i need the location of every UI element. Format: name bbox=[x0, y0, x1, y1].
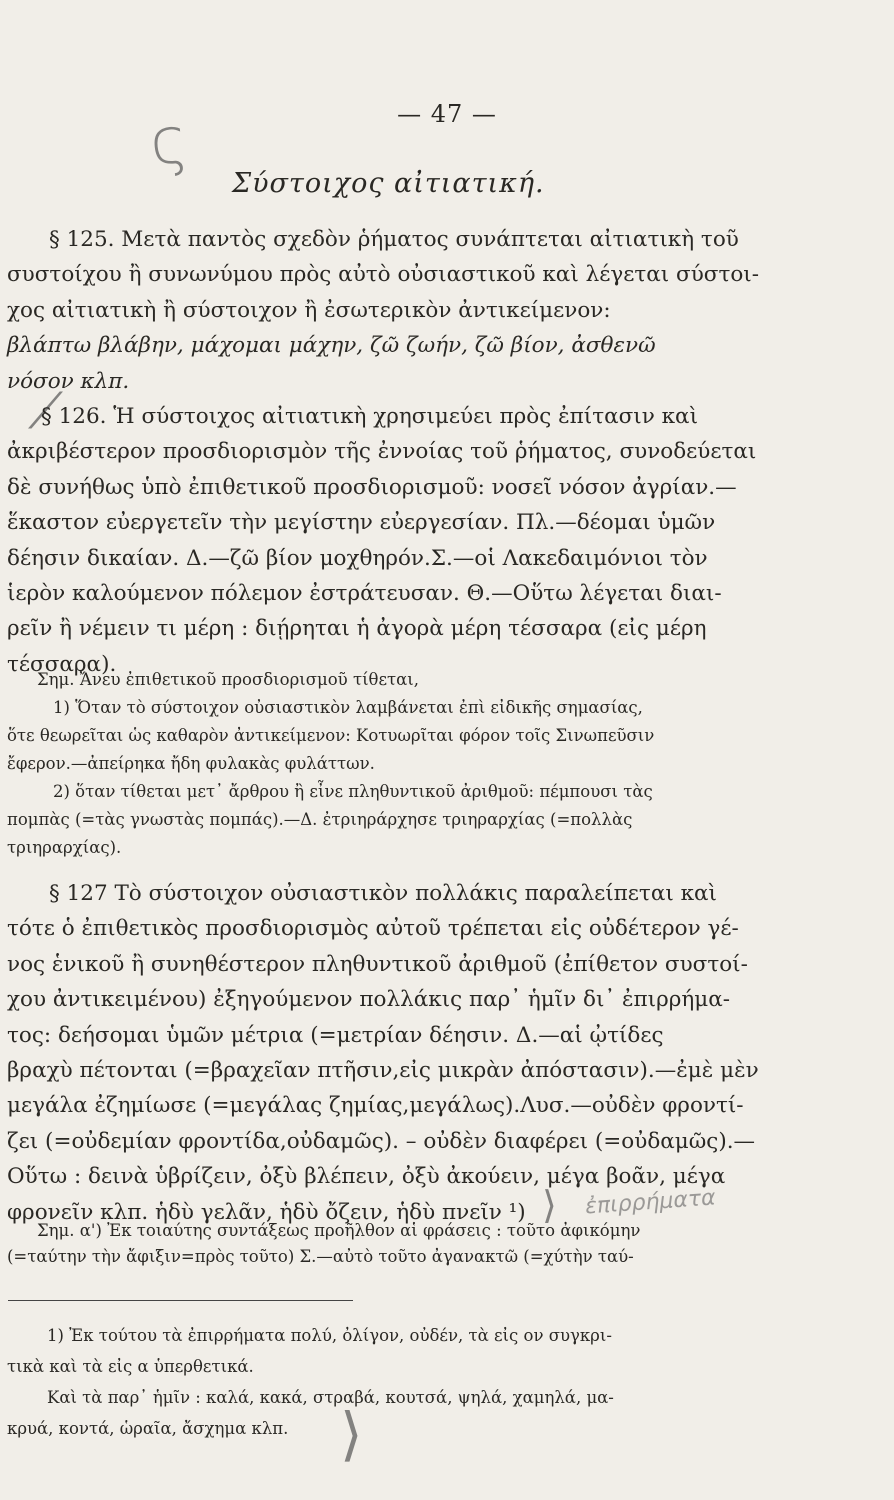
note-remark bbox=[7, 666, 769, 862]
note-remark-2 bbox=[7, 1218, 769, 1270]
handwritten-bracket-mark: ⟩ bbox=[542, 1183, 557, 1227]
text-line: χος αἰτιατικὴ ἢ σύστοιχον ἢ ἐσωτερικὸν ἀντικείμενον: bbox=[7, 297, 611, 323]
section-title: Σύστοιχος αἰτιατική. bbox=[232, 168, 545, 199]
text-line: συστοίχου ἢ συνωνύμου πρὸς αὐτὸ οὐσιαστικοῦ καὶ λέγεται σύστοι- bbox=[7, 262, 759, 288]
handwritten-margin-mark: ς bbox=[146, 103, 192, 181]
handwritten-margin-note: ἐπιρρήματα bbox=[584, 1185, 717, 1220]
text-line: ὅτε θεωρεῖται ὡς καθαρὸν ἀντικείμενον: Κοτυωρῖται φόρον τοῖς Σινωπεῦσιν bbox=[7, 726, 655, 745]
text-line: (=ταύτην τὴν ἄφιξιν=πρὸς τοῦτο) Σ.—αὐτὸ τοῦτο ἀγανακτῶ (=χύτὴν ταύ- bbox=[7, 1247, 634, 1266]
footnote-divider bbox=[8, 1300, 353, 1301]
text-line: τριηραρχίας). bbox=[7, 838, 122, 857]
handwritten-bracket-mark: ⟋ bbox=[28, 382, 63, 440]
text-line: 1) Ὅταν τὸ σύστοιχον οὐσιαστικὸν λαμβάνεται ἐπὶ εἰδικῆς σημασίας, bbox=[53, 698, 643, 717]
text-line: μεγάλα ἐζημίωσε (=μεγάλας ζημίας,μεγάλως).Λυσ.—οὐδὲν φροντί- bbox=[7, 1093, 744, 1119]
text-line: ρεῖν ἢ νέμειν τι μέρη : διῄρηται ἡ ἀγορὰ μέρη τέσσαρα (εἰς μέρη bbox=[7, 616, 707, 642]
text-line: τος: δεήσομαι ὑμῶν μέτρια (=μετρίαν δέησιν. Δ.—αἱ ᾠτίδες bbox=[7, 1022, 664, 1048]
text-line: ἕκαστον εὐεργετεῖν τὴν μεγίστην εὐεργεσίαν. Πλ.—δέομαι ὑμῶν bbox=[7, 510, 716, 536]
paragraph-127 bbox=[7, 876, 769, 1230]
handwritten-bracket-mark: ⟩ bbox=[340, 1400, 363, 1468]
text-line: Καὶ τὰ παρ᾽ ἡμῖν : καλά, κακά, στραβά, κουτσά, ψηλά, χαμηλά, μα- bbox=[47, 1388, 614, 1407]
text-line: νος ἑνικοῦ ἢ συνηθέστερον πληθυντικοῦ ἀριθμοῦ (ἐπίθετον συστοί- bbox=[7, 951, 748, 977]
text-line: ἔφερον.—ἀπείρηκα ἤδη φυλακὰς φυλάττων. bbox=[7, 754, 375, 773]
text-line: κρυά, κοντά, ὡραῖα, ἄσχημα κλπ. bbox=[7, 1419, 289, 1438]
text-line: 2) ὅταν τίθεται μετ᾽ ἄρθρου ἢ εἶνε πληθυντικοῦ ἀριθμοῦ: πέμπουσι τὰς bbox=[53, 782, 653, 801]
text-line: 1) Ἐκ τούτου τὰ ἐπιρρήματα πολύ, ὀλίγον, οὐδέν, τὰ εἰς ον συγκρι- bbox=[47, 1326, 612, 1345]
text-line: βλάπτω βλάβην, μάχομαι μάχην, ζῶ ζωήν, ζῶ βίον, ἀσθενῶ bbox=[7, 333, 656, 359]
text-line: § 125. Μετὰ παντὸς σχεδὸν ῥήματος συνάπτεται αἰτιατικὴ τοῦ bbox=[49, 227, 739, 252]
text-line: τικὰ καὶ τὰ εἰς α ὑπερθετικά. bbox=[7, 1357, 254, 1376]
text-line: Οὕτω : δεινὰ ὑβρίζειν, ὀξὺ βλέπειν, ὀξὺ ἀκούειν, μέγα βοᾶν, μέγα bbox=[7, 1164, 726, 1190]
text-line: § 126. Ἡ σύστοιχος αἰτιατικὴ χρησιμεύει πρὸς ἐπίτασιν καὶ bbox=[41, 403, 698, 429]
page-number: — 47 — bbox=[397, 100, 497, 128]
text-line: τότε ὁ ἐπιθετικὸς προσδιορισμὸς αὐτοῦ τρέπεται εἰς οὐδέτερον γέ- bbox=[7, 916, 739, 942]
text-line: χου ἀντικειμένου) ἐξηγούμενον πολλάκις παρ᾽ ἡμῖν δι᾽ ἐπιρρήμα- bbox=[7, 987, 730, 1013]
text-line: βραχὺ πέτονται (=βραχεῖαν πτῆσιν,εἰς μικρὰν ἀπόστασιν).—ἐμὲ μὲν bbox=[7, 1057, 759, 1083]
footnote bbox=[7, 1320, 769, 1444]
text-line: ζει (=οὐδεμίαν φροντίδα,οὐδαμῶς). – οὐδὲν διαφέρει (=οὐδαμῶς).— bbox=[7, 1128, 756, 1154]
text-line: τέσσαρα). bbox=[7, 651, 117, 677]
text-line: § 127 Τὸ σύστοιχον οὐσιαστικὸν πολλάκις παραλείπεται καὶ bbox=[49, 881, 717, 906]
text-line: νόσον κλπ. bbox=[7, 368, 130, 394]
text-line: δὲ συνήθως ὑπὸ ἐπιθετικοῦ προσδιορισμοῦ: νοσεῖ νόσον ἀγρίαν.— bbox=[7, 474, 737, 500]
text-line: φρονεῖν κλπ. ἡδὺ γελᾶν, ἡδὺ ὄζειν, ἡδὺ πνεῖν ¹) bbox=[7, 1199, 526, 1225]
text-line: Σημ. α') Ἐκ τοιαύτης συντάξεως προῆλθον αἱ φράσεις : τοῦτο ἀφικόμην bbox=[37, 1221, 641, 1240]
paragraph-125-126 bbox=[7, 222, 769, 682]
text-line: πομπὰς (=τὰς γνωστὰς πομπάς).—Δ. ἐτριηράρχησε τριηραρχίας (=πολλὰς bbox=[7, 810, 633, 829]
text-line: Σημ. Ἄνευ ἐπιθετικοῦ προσδιορισμοῦ τίθεται, bbox=[37, 670, 420, 689]
text-line: ἱερὸν καλούμενον πόλεμον ἐστράτευσαν. Θ.—Οὕτω λέγεται διαι- bbox=[7, 580, 722, 606]
text-line: ἀκριβέστερον προσδιορισμὸν τῆς ἐννοίας τοῦ ῥήματος, συνοδεύεται bbox=[7, 439, 757, 465]
text-line: δέησιν δικαίαν. Δ.—ζῶ βίον μοχθηρόν.Σ.—οἱ Λακεδαιμόνιοι τὸν bbox=[7, 545, 708, 571]
